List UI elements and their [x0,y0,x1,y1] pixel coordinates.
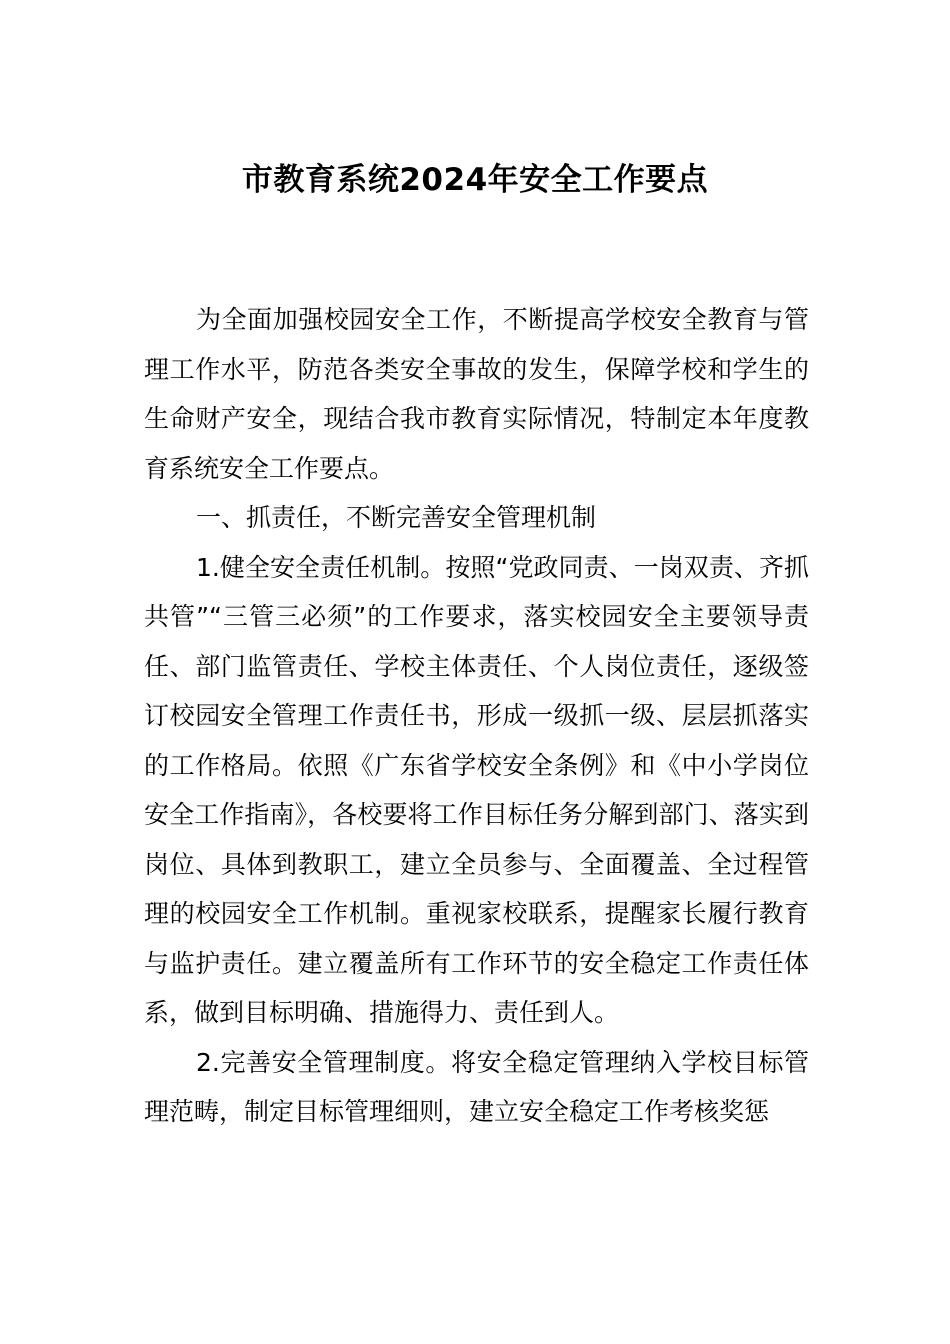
document-body [144,295,809,1137]
item-paragraph: 1.健全安全责任机制。按照“党政同责、一岗双责、齐抓共管”“三管三必须”的工作要求，落实校园安全主要领导责任、部门监管责任、学校主体责任、个人岗位责任，逐级签订校园安全管理工作责任书，形成一级抓一级、层层抓落实的工作格局。依照《广东省学校安全条例》和《中小学岗位安全工作指南》，各校要将工作目标任务分解到部门、落实到岗位、具体到教职工，建立全员参与、全面覆盖、全过程管理的校园安全工作机制。重视家校联系，提醒家长履行教育与监护责任。建立覆盖所有工作环节的安全稳定工作责任体系，做到目标明确、措施得力、责任到人。 [144,552,809,1027]
document-title: 市教育系统2024年安全工作要点 [241,162,709,198]
item-paragraph: 2.完善安全管理制度。将安全稳定管理纳入学校目标管理范畴，制定目标管理细则，建立安全稳定工作考核奖惩 [144,1047,809,1126]
intro-paragraph: 为全面加强校园安全工作，不断提高学校安全教育与管理工作水平，防范各类安全事故的发生，保障学校和学生的生命财产安全，现结合我市教育实际情况，特制定本年度教育系统安全工作要点。 [144,305,809,483]
section-heading: 一、抓责任，不断完善安全管理机制 [196,503,597,532]
